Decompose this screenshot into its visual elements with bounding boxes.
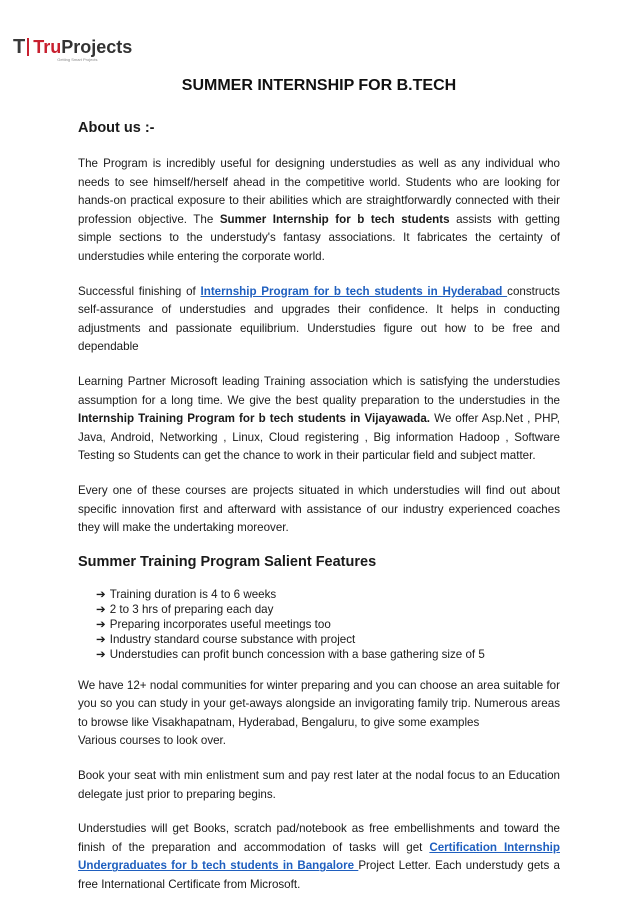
page-title: SUMMER INTERNSHIP FOR B.TECH (181, 77, 457, 94)
document-body (78, 120, 560, 911)
logo-name-projects: Projects (61, 37, 133, 57)
p1-text-c: assists with getting simple sections to the understudy's fantasy associations. It fabricates the certainty of understudies while entering the corporate world. (78, 212, 560, 263)
paragraph-courses: Every one of these courses are projects situated in which understudies will find out about specific innovation first and afterward with assistance of our industry experienced coaches they will make the undertaking moreover. (78, 483, 560, 535)
logo-mark: T (13, 36, 25, 58)
paragraph-intro (78, 155, 560, 267)
p5-text-a: We have 12+ nodal communities for winter preparing and you can choose an area suitable for you so you can study in your get-aways alongside an invigorating family trip. Numerous areas to browse like Visakhapatnam, Hyderabad, Bengaluru, to give some examples (78, 678, 560, 729)
logo-divider (27, 38, 29, 56)
arrow-icon: ➔ (96, 617, 106, 631)
hyderabad-internship-link[interactable]: Internship Program for b tech students in Hyderabad (200, 284, 508, 298)
logo-name-tru: Tru (33, 37, 62, 57)
p1-bold: Summer Internship for b tech students (219, 212, 450, 226)
p7-text-a: Understudies will get Books, scratch pad/notebook as free embellishments and toward the finish of the preparation and accommodation of tasks will get (78, 822, 560, 854)
p3-text-a: Learning Partner Microsoft leading Training association which is satisfying the understudies assumption for a long time. We give the best quality preparation to the understudies in the (78, 374, 560, 407)
bangalore-certification-link[interactable]: Certification Internship Undergraduates for b tech students in Bangalore (78, 840, 560, 873)
arrow-icon: ➔ (96, 632, 106, 646)
p2-text-c: constructs self-assurance of understudies and upgrades their confidence. It helps in conducting adjustments and passionate equilibrium. Understudies figure out how to be free and dependable (78, 284, 560, 354)
paragraph-nodal (78, 677, 560, 751)
list-item: ➔ 2 to 3 hrs of preparing each day (96, 602, 274, 616)
paragraph-certification (78, 820, 560, 894)
p3-text-c: We offer Asp.Net , PHP, Java, Android, Networking , Linux, Cloud registering , Big information Hadoop , Software Testing so Students can get the chance to work in their particular field and subject matter. (78, 412, 560, 463)
arrow-icon: ➔ (96, 587, 106, 601)
about-heading: About us :- (78, 120, 155, 136)
p7-text-c: Project Letter. Each understudy gets a free International Certificate from Microsoft. (78, 859, 560, 892)
list-item: ➔ Preparing incorporates useful meetings too (96, 617, 331, 631)
p1-text-a: The Program is incredibly useful for designing understudies as well as any individual who needs to see himself/herself ahead in the competitive world. Students who are looking for hands-on practical exposure to their abilities which are straightforwardly connected with their profession objective. The (78, 157, 560, 226)
paragraph-hyderabad (78, 283, 560, 357)
company-logo (13, 37, 132, 62)
list-item: ➔ Training duration is 4 to 6 weeks (96, 587, 277, 601)
arrow-icon: ➔ (96, 602, 106, 616)
p2-text-a: Successful finishing of (78, 284, 201, 298)
p5-text-b: Various courses to look over. (78, 734, 227, 748)
paragraph-booking: Book your seat with min enlistment sum and pay rest later at the nodal focus to an Education delegate just prior to preparing begins. (78, 769, 560, 801)
features-heading: Summer Training Program Salient Features (78, 553, 377, 570)
arrow-icon: ➔ (96, 647, 106, 661)
list-item: ➔ Understudies can profit bunch concession with a base gathering size of 5 (96, 647, 485, 661)
paragraph-vijayawada (78, 373, 560, 466)
p3-bold: Internship Training Program for b tech students in Vijayawada. (78, 412, 431, 426)
logo-name (33, 37, 132, 57)
logo-tagline: Getting Smart Projects (57, 57, 98, 62)
logo-text (33, 37, 132, 62)
features-list (78, 587, 560, 662)
list-item: ➔ Industry standard course substance with project (96, 632, 356, 646)
